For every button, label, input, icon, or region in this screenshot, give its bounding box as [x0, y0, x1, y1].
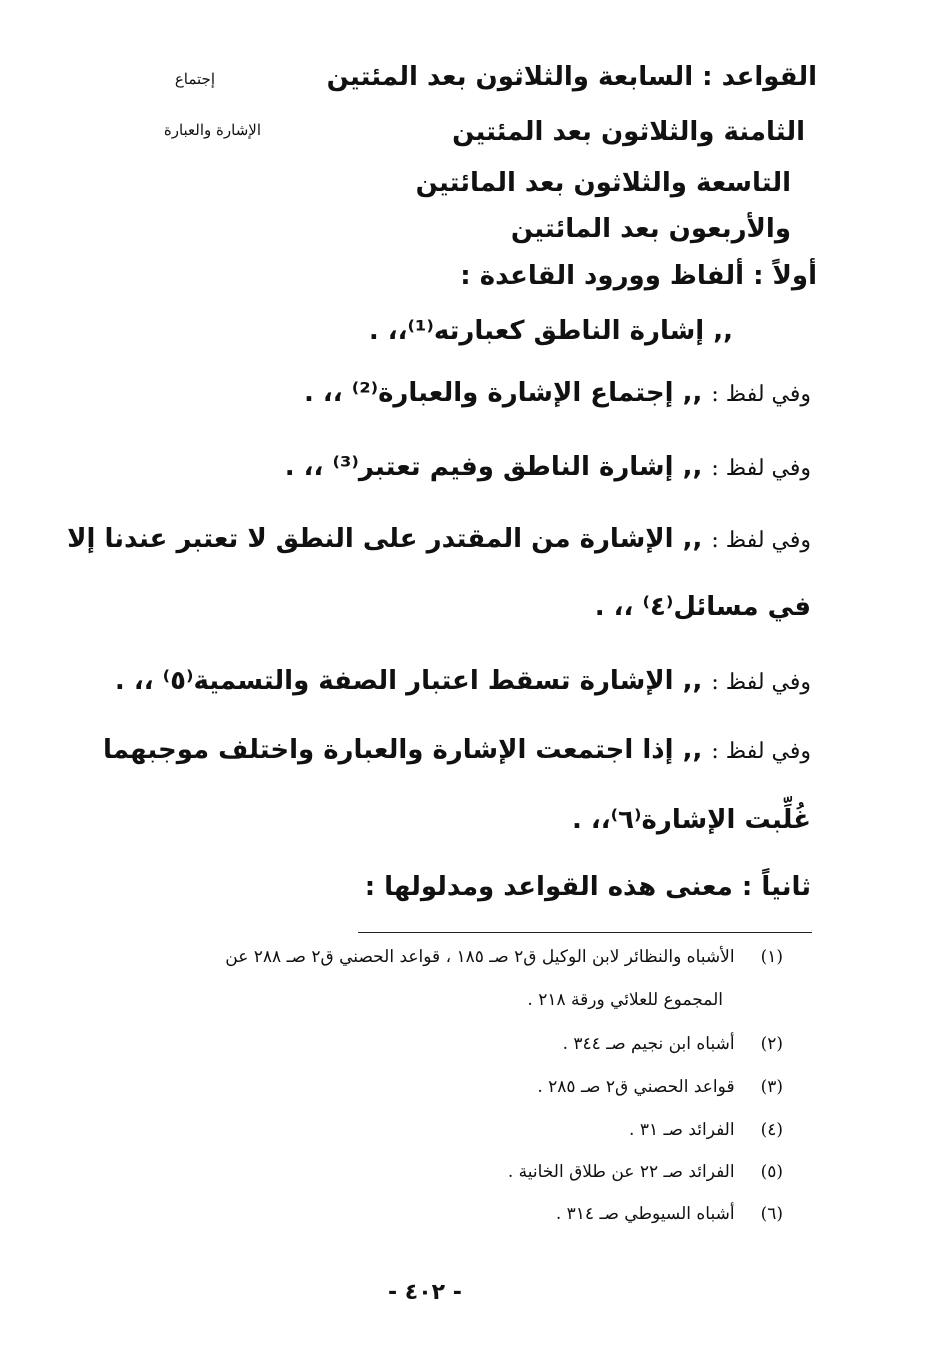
body-line-6a — [102, 735, 811, 765]
section-title-2: ثانياً : معنى هذه القواعد ومدلولها : — [364, 872, 811, 902]
lead-phrase: وفي لفظ : — [711, 528, 811, 553]
body-line-2 — [304, 378, 811, 408]
footnote-text: الفرائد صـ ٢٢ عن طلاق الخانية . — [507, 1162, 735, 1182]
footnote-number: (٤) — [760, 1120, 783, 1140]
lead-phrase: وفي لفظ : — [711, 670, 811, 695]
footnote-number: (٣) — [760, 1077, 783, 1097]
side-note-2: الإشارة والعبارة — [163, 121, 261, 139]
quote-text: ,, الإشارة من المقتدر على النطق لا تعتبر عندنا إلا — [67, 524, 703, 554]
body-line-5 — [115, 666, 811, 696]
footnote-text: أشباه ابن نجيم صـ ٣٤٤ . — [562, 1034, 735, 1054]
footnote-1-continued: المجموع للعلائي ورقة ٢١٨ . — [527, 990, 723, 1010]
body-line-4b: في مسائل⁽٤⁾ ،، . — [594, 592, 811, 622]
heading-line-3: التاسعة والثلاثون بعد المائتين — [415, 168, 791, 198]
footnote-text: الفرائد صـ ٣١ . — [629, 1120, 735, 1140]
footnote-number: (٥) — [760, 1162, 783, 1182]
page-number: - ٤٠٢ - — [388, 1280, 462, 1305]
footnote-6 — [556, 1204, 783, 1224]
body-line-1: ,, إشارة الناطق كعبارته⁽¹⁾،، . — [368, 316, 733, 346]
footnote-divider — [358, 932, 812, 933]
footnote-1 — [225, 947, 783, 967]
heading-line-1: القواعد : السابعة والثلاثون بعد المئتين — [326, 62, 817, 92]
body-line-6b: غُلِّبت الإشارة⁽٦⁾،، . — [571, 805, 811, 835]
body-line-3 — [285, 452, 811, 482]
lead-phrase: وفي لفظ : — [711, 456, 811, 481]
footnote-number: (١) — [760, 947, 783, 967]
lead-phrase: وفي لفظ : — [711, 382, 811, 407]
heading-line-4: والأربعون بعد المائتين — [510, 214, 791, 244]
footnote-text: قواعد الحصني ق٢ صـ ٢٨٥ . — [537, 1077, 735, 1097]
heading-line-2: الثامنة والثلاثون بعد المئتين — [452, 117, 805, 147]
footnote-text: أشباه السيوطي صـ ٣١٤ . — [555, 1204, 735, 1224]
quote-text: ,, إجتماع الإشارة والعبارة⁽²⁾ ،، . — [303, 378, 703, 408]
side-note-1: إجتماع — [174, 70, 215, 88]
section-title-1: أولاً : ألفاظ وورود القاعدة : — [460, 261, 817, 291]
footnote-4 — [629, 1120, 783, 1140]
quote-text: ,, إشارة الناطق وفيم تعتبر⁽³⁾ ،، . — [284, 452, 703, 482]
body-line-4a — [67, 524, 811, 554]
footnote-number: (٢) — [760, 1034, 783, 1054]
quote-text: ,, إذا اجتمعت الإشارة والعبارة واختلف موجبهما — [102, 735, 703, 765]
footnote-number: (٦) — [760, 1204, 783, 1224]
quote-text: ,, الإشارة تسقط اعتبار الصفة والتسمية⁽٥⁾ ،، . — [114, 666, 703, 696]
lead-phrase: وفي لفظ : — [711, 739, 811, 764]
footnote-text: الأشباه والنظائر لابن الوكيل ق٢ صـ ١٨٥ ، قواعد الحصني ق٢ صـ ٢٨٨ عن — [225, 947, 735, 967]
footnote-3 — [537, 1077, 783, 1097]
footnote-2 — [563, 1034, 783, 1054]
footnote-5 — [508, 1162, 783, 1182]
